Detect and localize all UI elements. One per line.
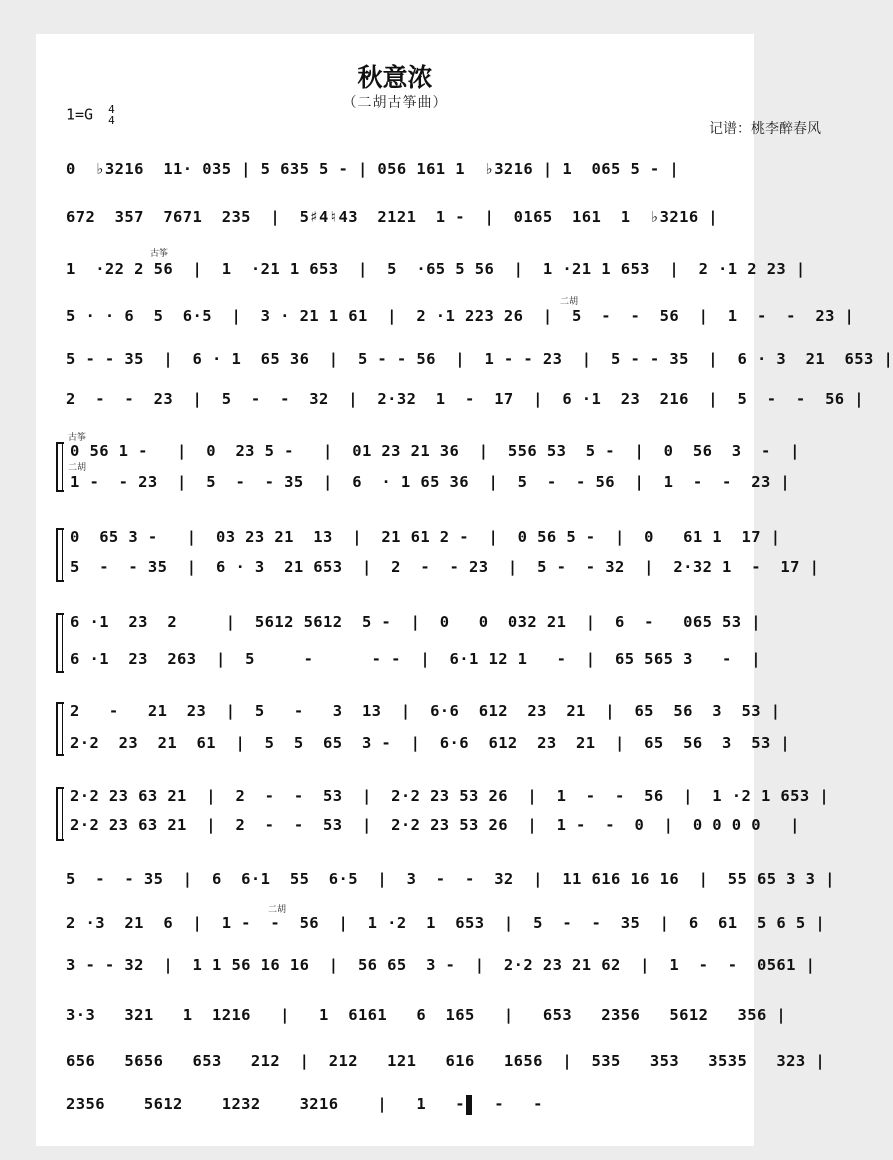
score-line-11-erhu: 2·2 23 63 21 | 2 - - 53 | 2·2 23 53 26 | 1 - - 0 | 0 0 0 0 |: [70, 816, 800, 834]
time-signature-top: 4: [108, 103, 115, 116]
score-line-8-guzheng: 0 65 3 - | 03 23 21 13 | 21 61 2 - | 0 56 5 - | 0 61 1 17 |: [70, 528, 781, 546]
system-brace: [56, 442, 64, 492]
score-line-13: 2 ·3 21 6 | 1 - - 56 | 1 ·2 1 653 | 5 - - 35 | 6 61 5 6 5 |: [66, 914, 826, 932]
system-brace: [56, 787, 64, 841]
key-label: 1=G: [66, 105, 94, 124]
score-line-1: 0 ♭3216 11· 035 | 5 635 5 - | 056 161 1 ♭3216 | 1 065 5 - |: [66, 160, 680, 178]
score-line-8-erhu: 5 - - 35 | 6 · 3 21 653 | 2 - - 23 | 5 - - 32 | 2·32 1 - 17 |: [70, 558, 820, 576]
score-line-9-erhu: 6 ·1 23 263 | 5 - - - | 6·1 12 1 - | 65 565 3 - |: [70, 650, 761, 668]
time-signature: [108, 104, 115, 126]
system-brace: [56, 613, 64, 673]
page-title: 秋意浓: [357, 63, 433, 92]
score-line-14: 3 - - 32 | 1 1 56 16 16 | 56 65 3 - | 2·2 23 21 62 | 1 - - 0561 |: [66, 956, 816, 974]
instrument-label-erhu-2: 二胡: [68, 463, 87, 473]
instrument-label-guzheng: 古筝: [150, 249, 169, 259]
score-line-15: 3·3 321 1 1216 | 1 6161 6 165 | 653 2356 5612 356 |: [66, 1006, 787, 1024]
score-line-11-guzheng: 2·2 23 63 21 | 2 - - 53 | 2·2 23 53 26 | 1 - - 56 | 1 ·2 1 653 |: [70, 787, 830, 805]
key-signature: [66, 104, 115, 126]
score-line-4: 5 · · 6 5 6·5 | 3 · 21 1 61 | 2 ·1 223 26 | 5 - - 56 | 1 - - 23 |: [66, 307, 855, 325]
instrument-label-erhu-3: 二胡: [268, 905, 287, 915]
subtitle: （二胡古筝曲）: [342, 95, 448, 111]
score-line-7-guzheng: 0 56 1 - | 0 23 5 - | 01 23 21 36 | 556 53 5 - | 0 56 3 - |: [70, 442, 800, 460]
score-line-3: 1 ·22 2 56 | 1 ·21 1 653 | 5 ·65 5 56 | 1 ·21 1 653 | 2 ·1 2 23 |: [66, 260, 806, 278]
score-line-7-erhu: 1 - - 23 | 5 - - 35 | 6 · 1 65 36 | 5 - - 56 | 1 - - 23 |: [70, 473, 791, 491]
final-barline: [466, 1095, 472, 1115]
system-brace: [56, 702, 64, 756]
score-line-9-guzheng: 6 ·1 23 2 | 5612 5612 5 - | 0 0 032 21 | 6 - 065 53 |: [70, 613, 761, 631]
score-line-6: 2 - - 23 | 5 - - 32 | 2·32 1 - 17 | 6 ·1 23 216 | 5 - - 56 |: [66, 390, 865, 408]
score-line-10-erhu: 2·2 23 21 61 | 5 5 65 3 - | 6·6 612 23 21 | 65 56 3 53 |: [70, 734, 791, 752]
system-brace: [56, 528, 64, 582]
instrument-label-guzheng-2: 古筝: [68, 433, 87, 443]
score-line-17: 2356 5612 1232 3216 | 1 - - -: [66, 1095, 543, 1113]
score-line-16: 656 5656 653 212 | 212 121 616 1656 | 535 353 3535 323 |: [66, 1052, 826, 1070]
score-line-5: 5 - - 35 | 6 · 1 65 36 | 5 - - 56 | 1 - - 23 | 5 - - 35 | 6 · 3 21 653 |: [66, 350, 893, 368]
score-line-10-guzheng: 2 - 21 23 | 5 - 3 13 | 6·6 612 23 21 | 65 56 3 53 |: [70, 702, 781, 720]
score-line-12: 5 - - 35 | 6 6·1 55 6·5 | 3 - - 32 | 11 616 16 16 | 55 65 3 3 |: [66, 870, 835, 888]
time-signature-bottom: 4: [108, 114, 115, 127]
score-line-2: 672 357 7671 235 | 5♯4♮43 2121 1 - | 0165 161 1 ♭3216 |: [66, 208, 719, 226]
instrument-label-erhu: 二胡: [560, 297, 579, 307]
transcriber-credit: 记谱：桃李醉春风: [709, 121, 821, 137]
